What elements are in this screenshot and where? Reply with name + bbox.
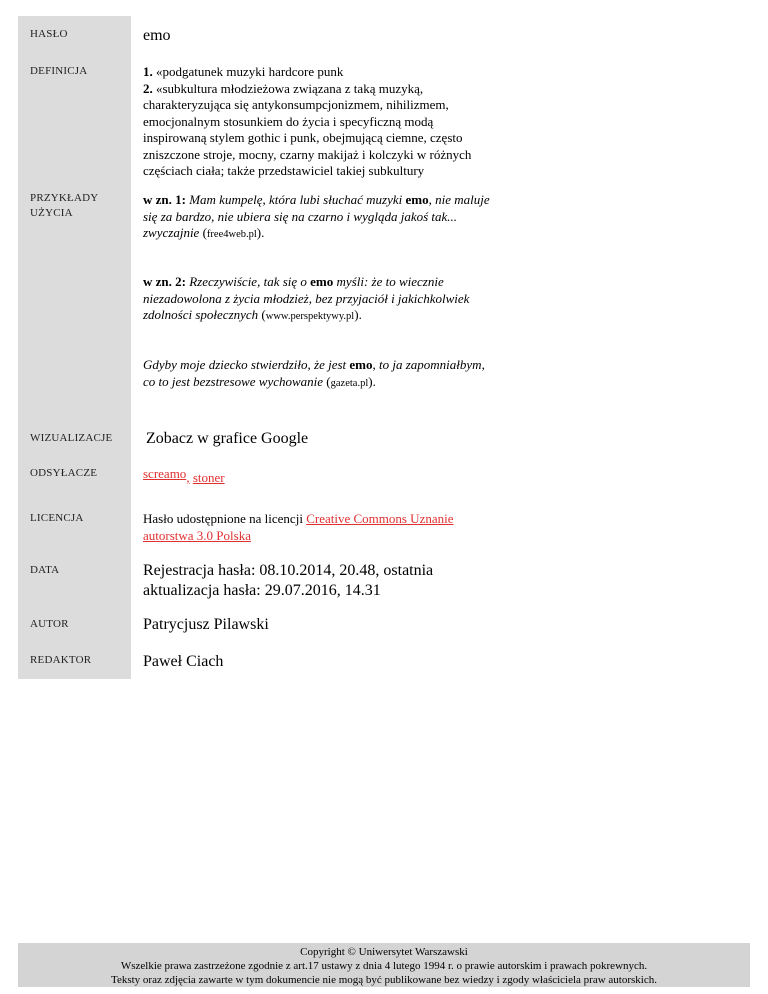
example-1: w zn. 1: Mam kumpelę, która lubi słuchać muzyki emo, nie maluje się za bardzo, nie ubiera się na czarno i wygląda jakoś tak... zwyczajnie (free4web.pl). xyxy=(143,192,490,240)
label-przyklady: PRZYKŁADY UŻYCIA xyxy=(30,192,99,219)
definition-2: 2. «subkultura młodzieżowa związana z taką muzyką, charakteryzująca się antykonsumpcjonizmem, nihilizmem, emocjonalnym stosunkiem do życia i specyficzną modą inspirowaną stylem gothic i punk, obejmującą ciemne, często zniszczone stroje, mocny, czarny makijaż i kolczyki w różnych częściach ciała; także przedstawiciel takiej subkultury xyxy=(143,80,472,178)
label-wizualizacje: WIZUALIZACJE xyxy=(30,432,113,444)
author: Patrycjusz Pilawski xyxy=(143,616,269,633)
definitions xyxy=(143,64,493,180)
license-text: Hasło udostępnione na licencji Creative Commons Uznanie autorstwa 3.0 Polska xyxy=(143,511,454,543)
editor: Paweł Ciach xyxy=(143,653,224,670)
dates: Rejestracja hasła: 08.10.2014, 20.48, ostatnia aktualizacja hasła: 29.07.2016, 14.31 xyxy=(143,562,434,599)
label-haslo: HASŁO xyxy=(30,28,68,40)
license-link[interactable]: Creative Commons Uznanie autorstwa 3.0 Polska xyxy=(143,511,454,543)
footer-line-3: Teksty oraz zdjęcia zawarte w tym dokumencie nie mogą być publikowane bez wiedzy i zgody właściciela praw autorskich. xyxy=(111,974,657,986)
xref-stoner[interactable]: stoner xyxy=(192,470,225,485)
label-definicja: DEFINICJA xyxy=(30,65,88,77)
google-images-link[interactable]: Zobacz w grafice Google xyxy=(146,430,309,447)
xref-screamo[interactable]: screamo xyxy=(143,466,187,481)
headword: emo xyxy=(143,27,171,44)
cross-references: screamo, stoner xyxy=(143,466,225,485)
label-redaktor: REDAKTOR xyxy=(30,654,92,666)
footer-line-2: Wszelkie prawa zastrzeżone zgodnie z art.17 ustawy z dnia 4 lutego 1994 r. o prawie autorskim i prawach pokrewnych. xyxy=(120,960,648,972)
label-column xyxy=(18,16,131,679)
label-odsylacze: ODSYŁACZE xyxy=(30,467,98,479)
example-3: Gdyby moje dziecko stwierdziło, że jest emo, to ja zapomniałbym, co to jest bezstresowe wychowanie (gazeta.pl). xyxy=(143,357,485,389)
footer-line-1: Copyright © Uniwersytet Warszawski xyxy=(300,946,468,958)
label-licencja: LICENCJA xyxy=(30,512,84,524)
label-data: DATA xyxy=(30,564,60,576)
copyright-footer xyxy=(18,943,750,987)
definition-1: 1. «podgatunek muzyki hardcore punk xyxy=(143,64,344,79)
label-autor: AUTOR xyxy=(30,618,69,630)
example-2: w zn. 2: Rzeczywiście, tak się o emo myśli: że to wiecznie niezadowolona z życia młodzież, bez przyjaciół i jakichkolwiek zdolności społecznych (www.perspektywy.pl). xyxy=(143,274,470,322)
